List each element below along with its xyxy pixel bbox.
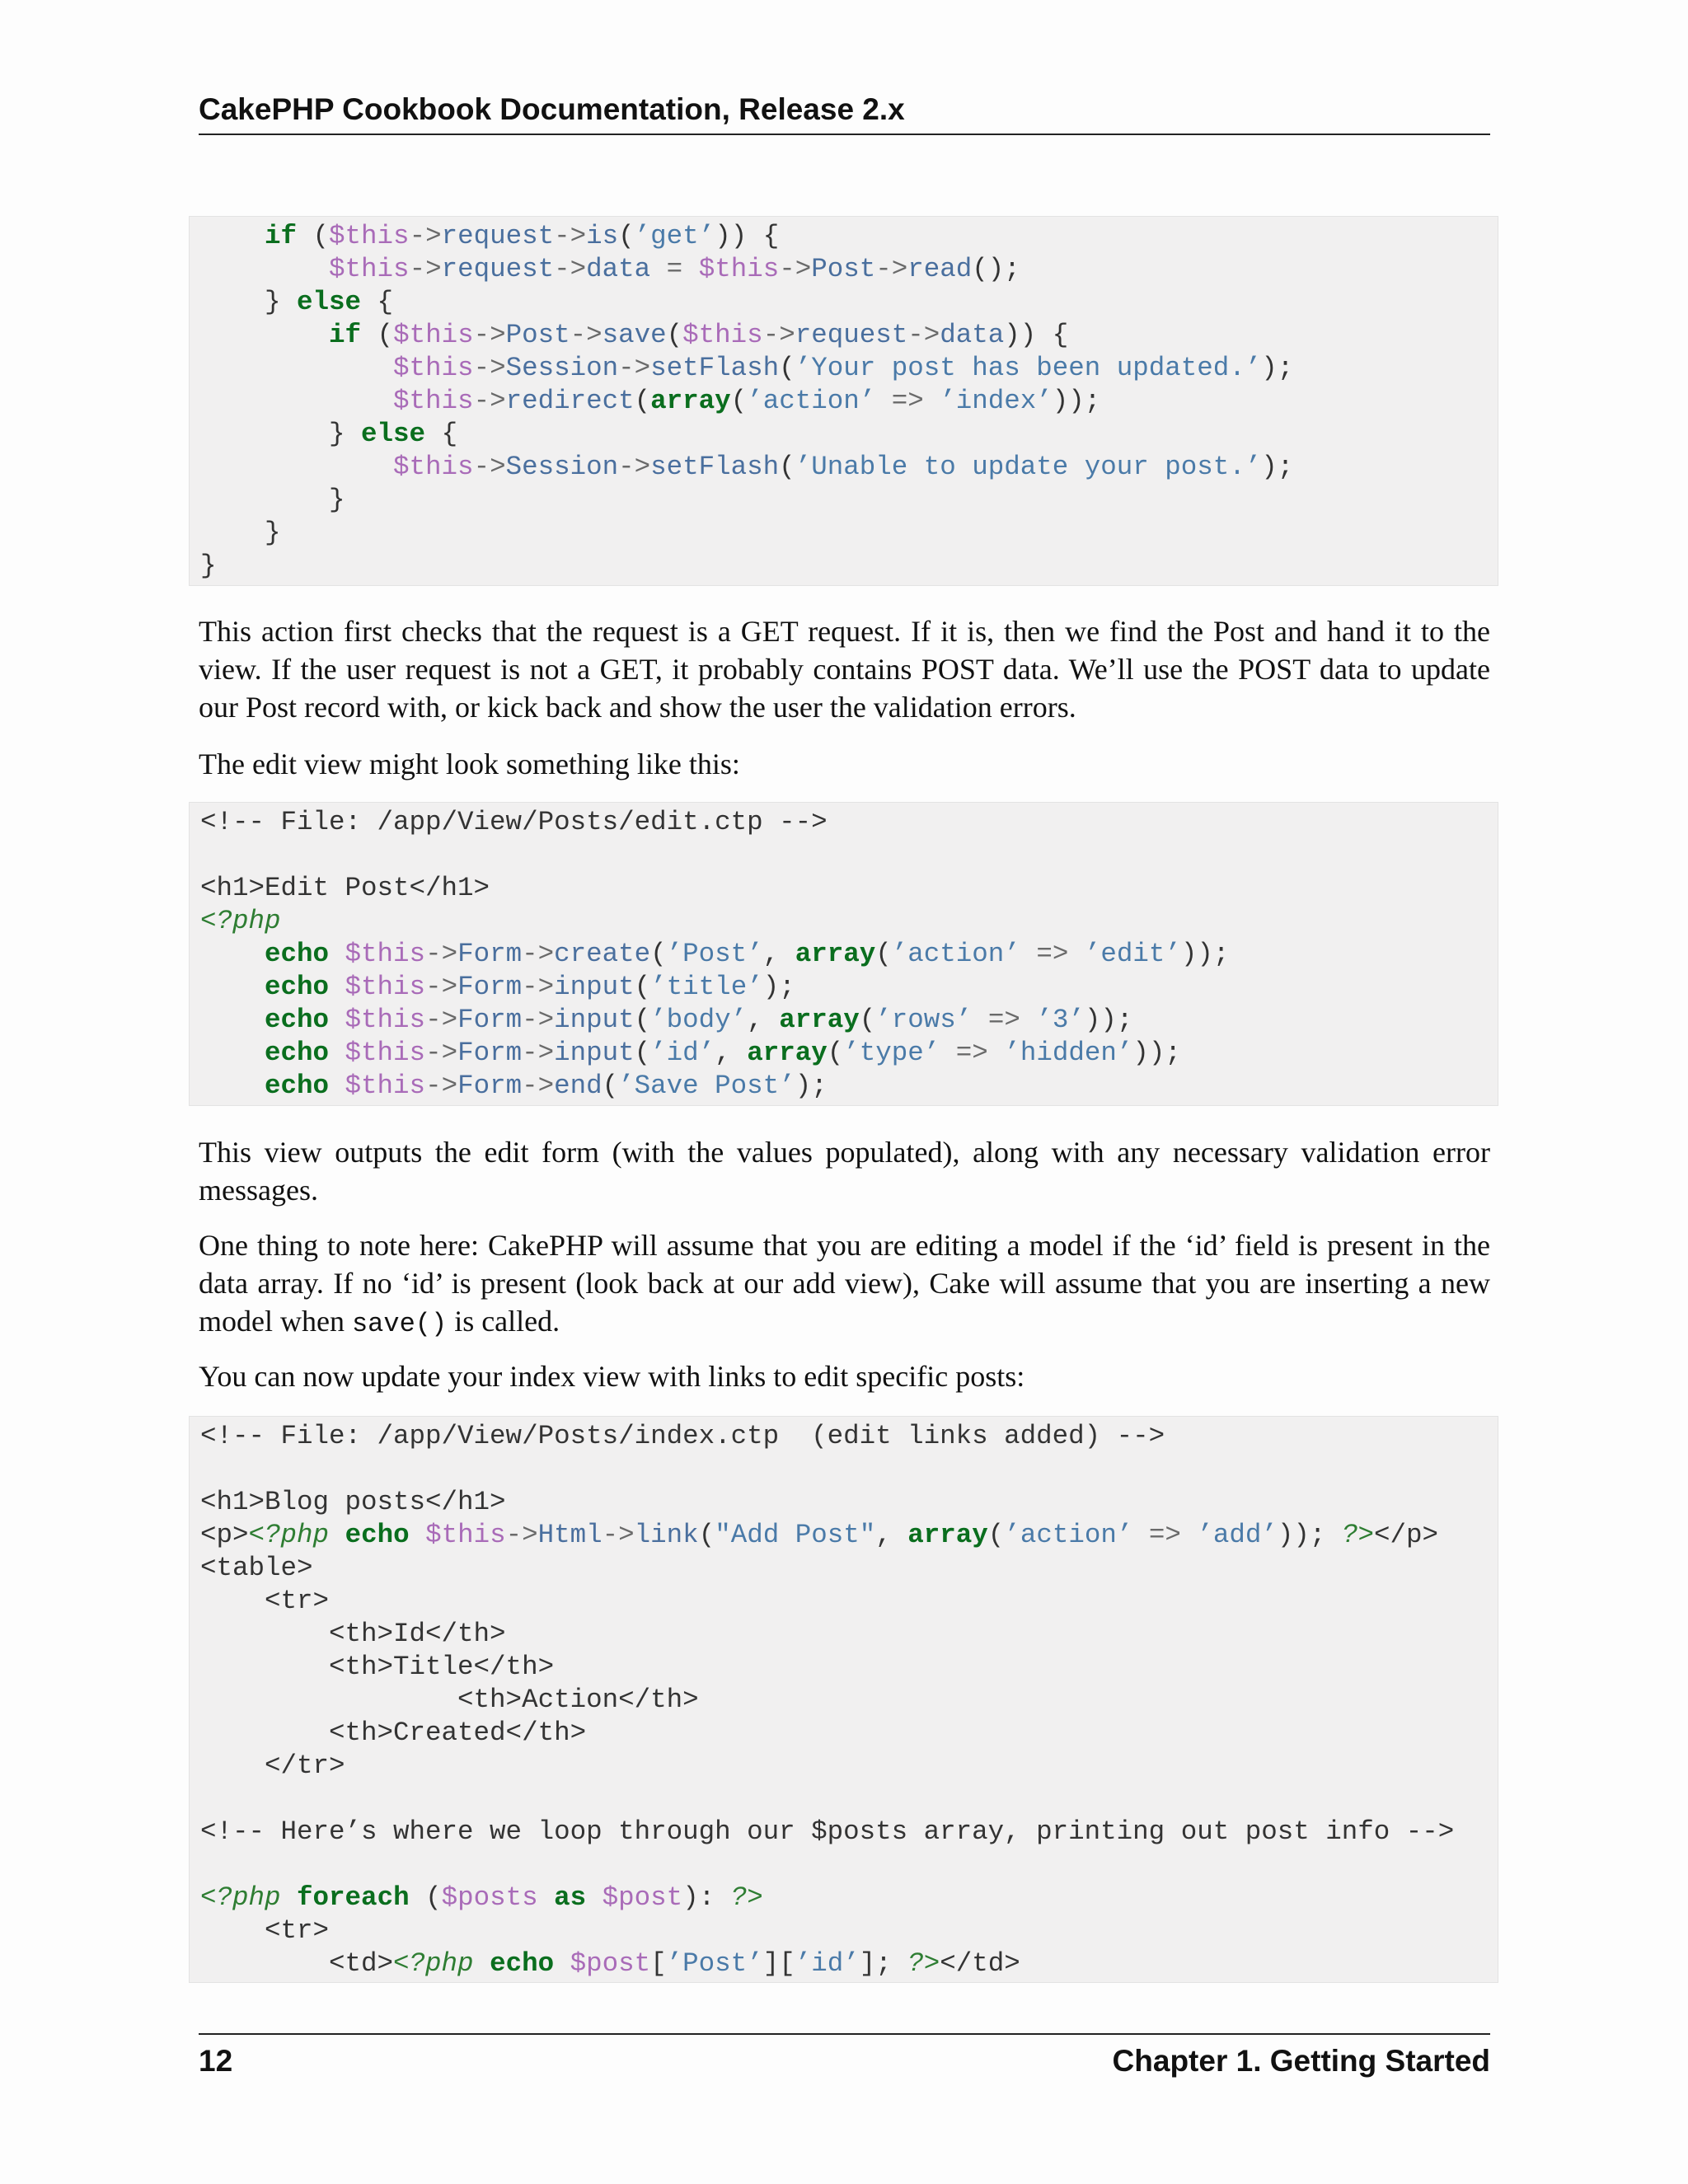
code-line: <h1>Edit Post</h1> [200, 873, 490, 903]
code-line: <?php foreach ($posts as $post): ?> [200, 1882, 763, 1913]
code-line: <th>Created</th> [200, 1718, 587, 1748]
code-line: if ($this->Post->save($this->request->data)) { [329, 320, 1069, 350]
paragraph-text: This view outputs the edit form (with the values populated), along with any necessary validation error messages. [199, 1136, 1490, 1207]
code-line: <table> [200, 1553, 313, 1583]
code-line: <tr> [200, 1915, 330, 1946]
code-line: <!-- Here’s where we loop through our $posts array, printing out post info --> [200, 1816, 1455, 1847]
code-block-index-view [189, 1416, 1498, 1983]
code-line: } else { [200, 419, 458, 449]
code-line: <p><?php echo $this->Html->link("Add Post", array(’action’ => ’add’)); ?></p> [200, 1520, 1438, 1550]
code-line: echo $this->Form->input(’title’); [265, 972, 795, 1002]
code-line [200, 1453, 1498, 1486]
code-line: <th>Id</th> [200, 1619, 506, 1649]
code-line: <td><?php echo $post[’Post’][’id’]; ?></td> [200, 1948, 1020, 1979]
inline-code: save() [351, 1309, 448, 1339]
code-line: $this->Session->setFlash(’Your post has been updated.’); [393, 353, 1294, 383]
code-line: $this->request->data = $this->Post->read(); [329, 254, 1020, 284]
code-line: <th>Action</th> [200, 1685, 699, 1715]
code-line: echo $this->Form->end(’Save Post’); [265, 1071, 828, 1101]
footer-rule [199, 2033, 1490, 2035]
code-line: <th>Title</th> [200, 1652, 555, 1682]
code-line: echo $this->Form->input(’id’, array(’type’ => ’hidden’)); [265, 1038, 1181, 1068]
code-line: $this->redirect(array(’action’ => ’index’)); [393, 386, 1101, 416]
code-line: </tr> [200, 1750, 345, 1781]
header-rule [199, 134, 1490, 135]
code-block-edit-view [189, 802, 1498, 1106]
page-number: 12 [199, 2044, 233, 2078]
paragraph-note-id-field [199, 1226, 1490, 1343]
paragraph-text: One thing to note here: CakePHP will assume that you are editing a model if the ‘id’ field is present in the data array. If no ‘id’ is present (look back at our add view), Cake will assume that you are inserting a new model when save() is called. [199, 1229, 1490, 1339]
paragraph-index-view-intro [199, 1357, 1490, 1395]
chapter-title: Chapter 1. Getting Started [1112, 2044, 1490, 2078]
paragraph-text: This action first checks that the request is a GET request. If it is, then we find the Post and hand it to the view. If the user request is not a GET, it probably contains POST data. We’ll use the POST data to update our Post record with, or kick back and show the user the validation errors. [199, 615, 1490, 724]
code-line: } [200, 485, 345, 515]
code-line [200, 839, 1498, 872]
code-line: <?php [200, 906, 281, 936]
code-line: <!-- File: /app/View/Posts/index.ctp (edit links added) --> [200, 1421, 1165, 1451]
code-line: $this->Session->setFlash(’Unable to update your post.’); [393, 452, 1294, 482]
paragraph-text: You can now update your index view with links to edit specific posts: [199, 1360, 1025, 1393]
code-line: } [200, 518, 281, 548]
code-line: if ($this->request->is(’get’)) { [265, 221, 780, 251]
code-line: } else { [200, 287, 394, 317]
code-line [200, 1783, 1498, 1816]
code-line: <!-- File: /app/View/Posts/edit.ctp --> [200, 807, 828, 837]
running-header: CakePHP Cookbook Documentation, Release 2.x [199, 92, 905, 126]
paragraph-action-explanation [199, 612, 1490, 726]
code-line: <tr> [200, 1586, 330, 1616]
code-block-controller-edit [189, 216, 1498, 586]
paragraph-text: The edit view might look something like this: [199, 748, 740, 780]
code-line [200, 1849, 1498, 1882]
code-line: } [200, 551, 217, 581]
code-line: <h1>Blog posts</h1> [200, 1487, 506, 1517]
paragraph-edit-view-intro [199, 745, 1490, 783]
code-line: echo $this->Form->create(’Post’, array(’action’ => ’edit’)); [265, 939, 1230, 969]
paragraph-view-outputs [199, 1133, 1490, 1209]
code-line: echo $this->Form->input(’body’, array(’rows’ => ’3’)); [265, 1005, 1133, 1035]
